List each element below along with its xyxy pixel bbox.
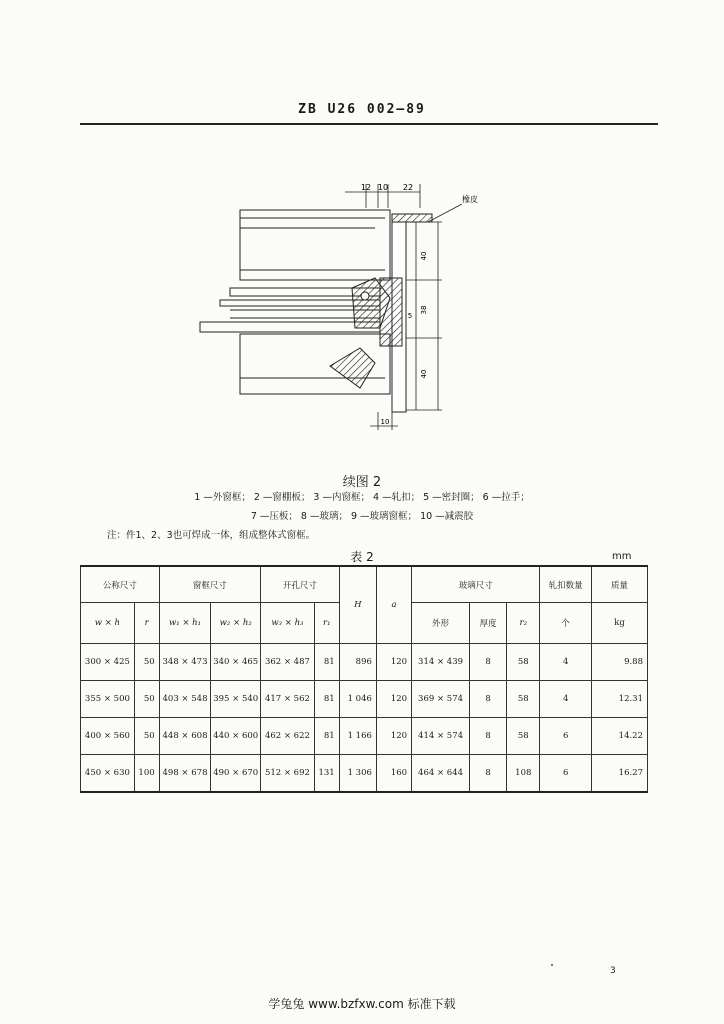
cell-clamps: 4 [540,644,592,681]
dim-22: 22 [402,183,414,192]
cell-mass: 9.88 [592,644,648,681]
cell-w3h3: 362 × 487 [261,644,315,681]
cell-a: 120 [376,644,411,681]
cell-thickness: 8 [470,644,507,681]
th-nominal: 公称尺寸 [81,566,160,603]
cell-r1: 81 [314,644,339,681]
cell-outer: 464 × 644 [412,755,470,793]
cell-wh: 400 × 560 [81,718,135,755]
handle [330,348,375,388]
cell-w1h1: 498 × 678 [159,755,211,793]
table-row [81,681,648,718]
th-w1h1: w₁ × h₁ [159,603,211,644]
cell-r1: 131 [314,755,339,793]
cell-H: 1 046 [339,681,376,718]
cell-r1: 81 [314,718,339,755]
rubber-label: 橡皮 [462,195,478,204]
cell-outer: 414 × 574 [412,718,470,755]
dim-10-bottom: 10 [380,418,390,426]
th-frame: 窗框尺寸 [159,566,260,603]
page-number: 3 [610,966,616,976]
cell-w2h2: 395 × 540 [211,681,261,718]
dim-40-top: 40 [420,251,428,261]
cell-r2: 108 [507,755,540,793]
cell-r1: 81 [314,681,339,718]
cell-thickness: 8 [470,681,507,718]
th-clamps: 轧扣数量 [540,566,592,603]
cell-w1h1: 403 × 548 [159,681,211,718]
cell-a: 120 [376,718,411,755]
figure-title: 续图 2 [342,475,382,490]
cell-mass: 16.27 [592,755,648,793]
cell-thickness: 8 [470,755,507,793]
cell-r: 50 [134,681,159,718]
cell-wh: 300 × 425 [81,644,135,681]
cell-thickness: 8 [470,718,507,755]
cell-r2: 58 [507,644,540,681]
cell-r2: 58 [507,681,540,718]
cell-w3h3: 462 × 622 [261,718,315,755]
dim-5: 5 [407,312,413,320]
cell-mass: 14.22 [592,718,648,755]
th-r1: r₁ [314,603,339,644]
th-opening: 开孔尺寸 [261,566,340,603]
dim-10-top: 10 [377,183,389,192]
table-row [81,718,648,755]
th-mass-unit: kg [592,603,648,644]
cell-outer: 369 × 574 [412,681,470,718]
cell-wh: 355 × 500 [81,681,135,718]
th-thickness: 厚度 [470,603,507,644]
dim-40-bottom: 40 [420,369,428,379]
table-header-row-1 [81,566,648,603]
cell-H: 1 166 [339,718,376,755]
cell-r2: 58 [507,718,540,755]
cell-outer: 314 × 439 [412,644,470,681]
figure-legend-line-1: 1 —外窗框； 2 —窗棚板； 3 —内窗框； 4 —轧扣； 5 —密封圈； 6 —拉手； [194,492,530,503]
cell-clamps: 4 [540,681,592,718]
cell-r: 50 [134,718,159,755]
th-mass: 质量 [592,566,648,603]
cell-w3h3: 417 × 562 [261,681,315,718]
dim-12: 12 [360,183,372,192]
cell-clamps: 6 [540,718,592,755]
table-row [81,755,648,793]
cell-w2h2: 440 × 600 [211,718,261,755]
cell-wh: 450 × 630 [81,755,135,793]
window-cross-section-drawing [180,178,510,440]
cell-w2h2: 340 × 465 [211,644,261,681]
th-r: r [134,603,159,644]
cell-clamps: 6 [540,755,592,793]
cell-r: 50 [134,644,159,681]
th-a: a [376,566,411,644]
cell-mass: 12.31 [592,681,648,718]
cell-H: 896 [339,644,376,681]
standard-code: ZB U26 002—89 [298,102,426,117]
cell-H: 1 306 [339,755,376,793]
header-rule [80,123,658,125]
cell-w3h3: 512 × 692 [261,755,315,793]
cell-w1h1: 448 × 608 [159,718,211,755]
figure-legend-line-2: 7 —压板； 8 —玻璃； 9 —玻璃窗框； 10 —减震胶 [250,511,474,522]
th-w3h3: w₃ × h₃ [261,603,315,644]
table-title: 表 2 [350,550,374,564]
th-r2: r₂ [507,603,540,644]
dim-38: 38 [420,305,428,315]
th-w2h2: w₂ × h₂ [211,603,261,644]
table-unit: mm [612,551,632,562]
th-clamp-unit: 个 [540,603,592,644]
flange-top [392,214,432,222]
th-H: H [339,566,376,644]
th-outer: 外形 [412,603,470,644]
footer-watermark: 学兔兔 www.bzfxw.com 标准下载 [268,997,456,1011]
cell-w1h1: 348 × 473 [159,644,211,681]
upper-frame [240,210,390,280]
table-row [81,644,648,681]
rubber-leader [428,204,462,222]
cell-r: 100 [134,755,159,793]
th-wh: w × h [81,603,135,644]
figure-note: 注：件1、2、3也可焊成一体，组成整体式窗框。 [107,530,316,541]
cell-a: 120 [376,681,411,718]
speck [551,964,553,966]
cell-a: 160 [376,755,411,793]
cell-w2h2: 490 × 670 [211,755,261,793]
th-glass: 玻璃尺寸 [412,566,540,603]
dimension-table [80,565,648,793]
